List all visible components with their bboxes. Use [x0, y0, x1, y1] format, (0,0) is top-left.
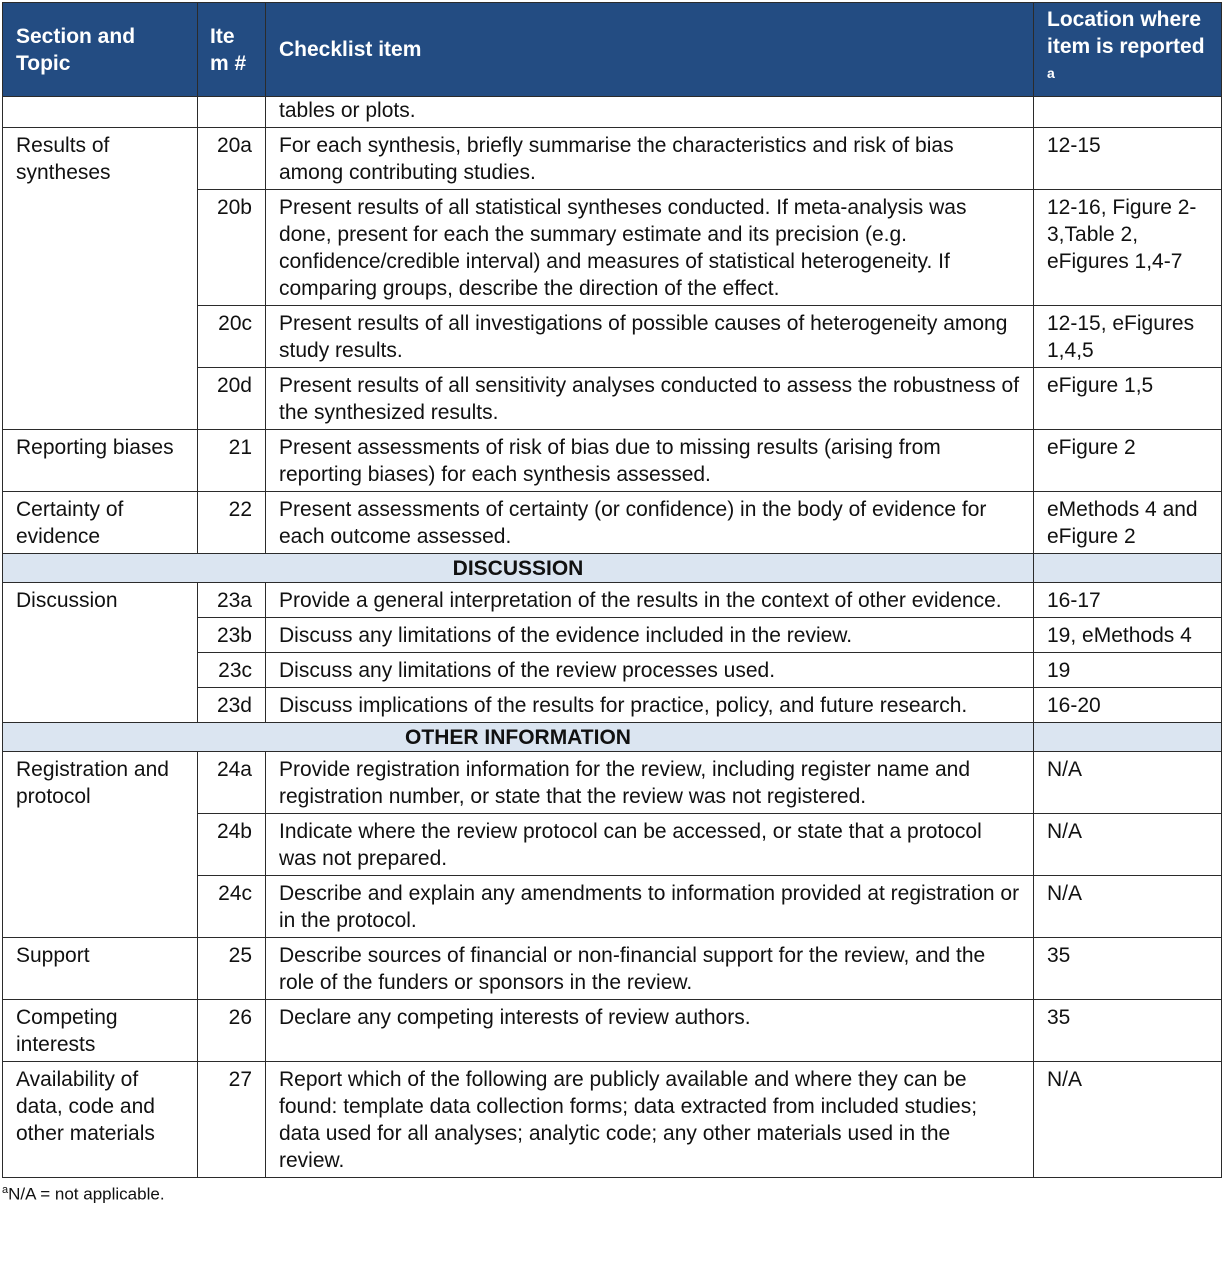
location-cell: N/A [1034, 752, 1222, 814]
checklist-text: Declare any competing interests of review authors. [266, 1000, 1034, 1062]
band-other-information: OTHER INFORMATION [3, 723, 1034, 752]
location-cell: 12-15 [1034, 128, 1222, 190]
location-cell [1034, 97, 1222, 128]
checklist-text: Describe sources of financial or non-financial support for the review, and the role of the funders or sponsors in the review. [266, 938, 1034, 1000]
header-location-text: Location where item is reported [1047, 8, 1205, 58]
item-number: 26 [198, 1000, 266, 1062]
table-row [3, 1062, 1222, 1178]
band-row-discussion [3, 554, 1222, 583]
header-row [3, 3, 1222, 97]
item-number: 20b [198, 190, 266, 306]
section-cell: Registration and protocol [3, 752, 198, 938]
location-cell: 35 [1034, 938, 1222, 1000]
checklist-text: Present results of all investigations of possible causes of heterogeneity among study results. [266, 306, 1034, 368]
checklist-table [2, 2, 1222, 1178]
location-cell: 12-16, Figure 2-3,Table 2, eFigures 1,4-7 [1034, 190, 1222, 306]
location-cell: N/A [1034, 876, 1222, 938]
location-cell: 19, eMethods 4 [1034, 618, 1222, 653]
item-number: 23b [198, 618, 266, 653]
checklist-text: Provide registration information for the review, including register name and registration number, or state that the review was not registered. [266, 752, 1034, 814]
checklist-text: Present results of all statistical syntheses conducted. If meta-analysis was done, present for each the summary estimate and its precision (e.g. confidence/credible interval) and measures of statistical heterogeneity. If comparing groups, describe the direction of the effect. [266, 190, 1034, 306]
item-number: 24b [198, 814, 266, 876]
checklist-text: Present assessments of certainty (or confidence) in the body of evidence for each outcome assessed. [266, 492, 1034, 554]
header-item-number: Ite m # [198, 3, 266, 97]
section-cell: Availability of data, code and other materials [3, 1062, 198, 1178]
item-number: 23d [198, 688, 266, 723]
table-row [3, 938, 1222, 1000]
checklist-text: Report which of the following are publicly available and where they can be found: template data collection forms; data extracted from included studies; data used for all analyses; analytic code; any other materials used in the review. [266, 1062, 1034, 1178]
section-cell: Discussion [3, 583, 198, 723]
checklist-text: Present assessments of risk of bias due to missing results (arising from reporting biases) for each synthesis assessed. [266, 430, 1034, 492]
footnote-marker: a [2, 1184, 9, 1196]
location-cell: 35 [1034, 1000, 1222, 1062]
item-number: 23a [198, 583, 266, 618]
band-row-other-information [3, 723, 1222, 752]
section-cell: Support [3, 938, 198, 1000]
checklist-text: Provide a general interpretation of the results in the context of other evidence. [266, 583, 1034, 618]
section-cell: Results of syntheses [3, 128, 198, 430]
checklist-text: Discuss implications of the results for practice, policy, and future research. [266, 688, 1034, 723]
checklist-text: For each synthesis, briefly summarise the characteristics and risk of bias among contributing studies. [266, 128, 1034, 190]
item-number: 24c [198, 876, 266, 938]
footnote [2, 1180, 1224, 1205]
checklist-text: Discuss any limitations of the review processes used. [266, 653, 1034, 688]
location-cell: eFigure 2 [1034, 430, 1222, 492]
item-number: 20d [198, 368, 266, 430]
checklist-text: Describe and explain any amendments to information provided at registration or in the protocol. [266, 876, 1034, 938]
location-cell: 16-17 [1034, 583, 1222, 618]
location-cell: 12-15, eFigures 1,4,5 [1034, 306, 1222, 368]
table-row [3, 1000, 1222, 1062]
section-cell [3, 97, 198, 128]
checklist-text: tables or plots. [266, 97, 1034, 128]
band-blank-cell [1034, 554, 1222, 583]
header-section: Section and Topic [3, 3, 198, 97]
checklist-text: Discuss any limitations of the evidence included in the review. [266, 618, 1034, 653]
table-row [3, 430, 1222, 492]
location-cell: N/A [1034, 1062, 1222, 1178]
table-row [3, 752, 1222, 814]
item-number: 25 [198, 938, 266, 1000]
table-row [3, 97, 1222, 128]
item-number: 27 [198, 1062, 266, 1178]
item-number: 23c [198, 653, 266, 688]
section-cell: Competing interests [3, 1000, 198, 1062]
location-cell: 19 [1034, 653, 1222, 688]
header-location-sup: a [1047, 65, 1055, 81]
location-cell: eMethods 4 and eFigure 2 [1034, 492, 1222, 554]
table-row [3, 128, 1222, 190]
header-location [1034, 3, 1222, 97]
item-number: 21 [198, 430, 266, 492]
table-row [3, 583, 1222, 618]
section-cell: Reporting biases [3, 430, 198, 492]
item-number: 20a [198, 128, 266, 190]
item-number: 20c [198, 306, 266, 368]
item-number [198, 97, 266, 128]
band-blank-cell [1034, 723, 1222, 752]
footnote-text: N/A = not applicable. [8, 1184, 165, 1204]
location-cell: N/A [1034, 814, 1222, 876]
band-discussion: DISCUSSION [3, 554, 1034, 583]
table-row [3, 492, 1222, 554]
checklist-text: Indicate where the review protocol can be accessed, or state that a protocol was not prepared. [266, 814, 1034, 876]
section-cell: Certainty of evidence [3, 492, 198, 554]
checklist-text: Present results of all sensitivity analyses conducted to assess the robustness of the synthesized results. [266, 368, 1034, 430]
location-cell: 16-20 [1034, 688, 1222, 723]
item-number: 24a [198, 752, 266, 814]
header-checklist-item: Checklist item [266, 3, 1034, 97]
location-cell: eFigure 1,5 [1034, 368, 1222, 430]
item-number: 22 [198, 492, 266, 554]
